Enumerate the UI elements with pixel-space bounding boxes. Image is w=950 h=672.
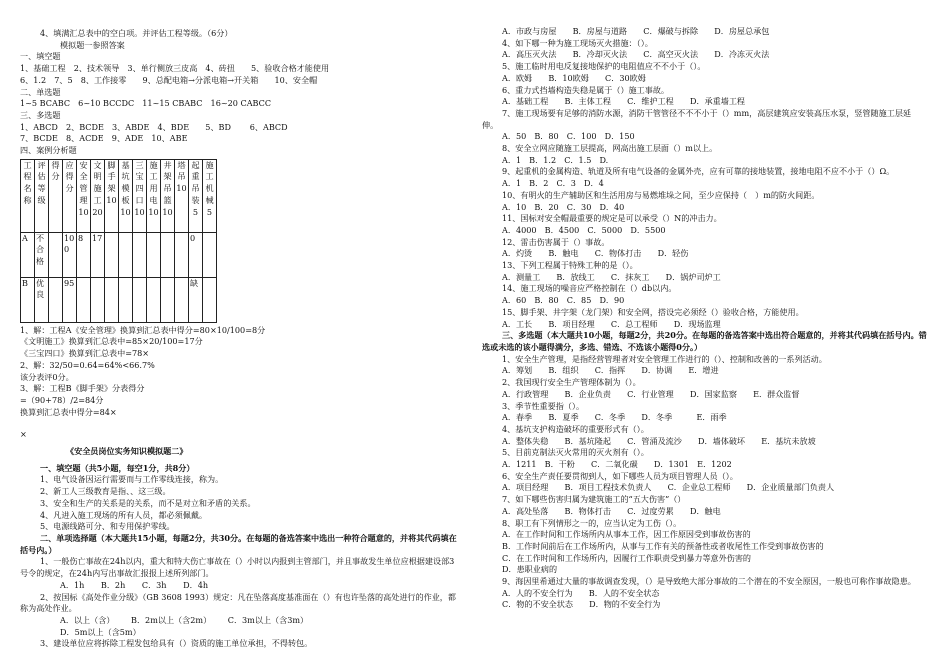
option-row: A．1 B．1.2 C．1.5 D. — [502, 154, 609, 165]
answer-line: 1、基础工程 2、技术领导 3、单行侧放三皮高 4、砖扭 5、验收合格才能使用 — [20, 63, 330, 74]
table-cell — [119, 232, 133, 277]
option-row: A．行政管理 B．企业负责 C．行业管理 D．国家监察 E．群众监督 — [502, 388, 800, 399]
option-row: A．春季 B．夏季 C．冬季 D．冬季 E．雨季 — [502, 412, 727, 423]
table-header: 应得分 — [63, 159, 77, 232]
table-cell — [203, 232, 217, 277]
table-header: 施工用电10 — [147, 159, 161, 232]
question-line: 5、目前克制法灭火常用的灭火剂有（）。 — [502, 447, 649, 458]
table-row — [21, 277, 217, 322]
option-row — [20, 615, 460, 627]
question-line: 3、安全和生产的关系是的关系，而不是对立和矛盾的关系。 — [40, 497, 256, 508]
option-row: A．1 B．2 C．3 D．4 — [502, 178, 604, 189]
answer-line: 7、BCDE 8、ACDE 9、ADE 10、ABE — [20, 133, 188, 144]
option-row: C．在工作时间和工作场所内，因履行工作职责受到暴力等意外伤害的 — [502, 552, 752, 563]
question-line: 1、安全生产管理，是指经营管理者对安全管理工作进行的（）、控制和改善的一系列活动。 — [502, 353, 827, 364]
option-row: A．测量工 B．放线工 C．抹灰工 D．锅炉司炉工 — [502, 271, 721, 282]
section-heading: 二、单选题 — [20, 86, 61, 97]
table-cell — [147, 232, 161, 277]
table-header: 起重吊装5 — [189, 159, 203, 232]
score-table-header-row — [21, 159, 217, 232]
option-row: A．基础工程 B．主体工程 C．维护工程 D．承重墙工程 — [502, 96, 746, 107]
option: A．1h — [60, 579, 85, 590]
option-row: D．5m以上（含5m） — [60, 626, 141, 637]
option-row: A．60 B．80 C．85 D．90 — [502, 295, 625, 306]
table-cell — [175, 232, 189, 277]
question-line: 4、填满汇总表中的空白项。并评估工程等级。（6分） — [40, 28, 233, 38]
table-cell: 不合格 — [35, 232, 49, 277]
table-cell — [119, 277, 133, 322]
option-row: A．高处坠落 B．物体打击 C．过度劳累 D．触电 — [502, 505, 721, 516]
table-header: 安全管理10 — [77, 159, 91, 232]
table-cell — [133, 232, 147, 277]
section-heading: 四、案例分析题 — [20, 145, 77, 156]
question-line: 10、有明火的生产辅助区和生活用房与易燃堆垛之间，至少应保持（ ）m的防火间距。 — [502, 189, 820, 200]
table-header: 塔吊10 — [175, 159, 189, 232]
table-row — [21, 232, 217, 277]
option-row: A．4000 B．4500 C．5000 D．5500 — [502, 224, 666, 235]
solution-line: 3、解：工程B《脚手架》分表得分 — [20, 383, 145, 394]
section-heading: 一、填空题 — [20, 51, 61, 62]
option-row: A．筹划 B．组织 C．指挥 D．协调 E．增进 — [502, 365, 719, 376]
question-line: 3、季节性重要指（）。 — [502, 400, 585, 411]
exam-title: 《安全员岗位实务知识模拟题二》 — [66, 446, 188, 457]
table-cell — [175, 277, 189, 322]
table-cell — [203, 277, 217, 322]
solution-line: 换算到汇总表中得分=84× — [20, 406, 117, 417]
table-cell: 0 — [189, 232, 203, 277]
section-heading: 一、填空题（共5小题，每空1分，共8分） — [40, 462, 195, 473]
table-cell: 优良 — [35, 277, 49, 322]
separator-mark: × — [20, 429, 27, 440]
table-header: 三宝四口10 — [133, 159, 147, 232]
question-line: 5、电源线路可分、和专用保护零线。 — [40, 521, 175, 532]
option-row: A．工长 B．项目经理 C．总工程师 D．现场监理 — [502, 318, 721, 329]
table-cell — [91, 277, 105, 322]
question-line: 13、下列工程属于特殊工种的是（）。 — [502, 260, 638, 271]
question-line: 9、海因里希通过大量的事故调查发现，（）是导致绝大部分事故的二个潜在的不安全原因，一般也可称作事故隐患。 — [502, 576, 916, 587]
question-line: 7、施工现场要有足够的消防水源，消防干管管径不不不小于（）mm，高层建筑应安装高压水泵，竖管随施工层延伸。 — [482, 107, 912, 130]
table-cell — [161, 232, 175, 277]
option-row: B．工作时间前后在工作场所内，从事与工作有关的预备性或者收尾性工作受到事故伤害的 — [502, 540, 824, 551]
option-row: A．整体失稳 B．基坑隆起 C．管涌及流沙 D．墙体破坏 E．基坑未放坡 — [502, 435, 816, 446]
option-row: A．1211 B．干粉 C．二氧化碳 D．1301 E．1202 — [502, 459, 732, 470]
table-header: 工程名称 — [21, 159, 35, 232]
table-cell — [161, 277, 175, 322]
section-heading — [20, 533, 460, 556]
question-line: 4、如下哪一种为施工现场灭火措施：（）。 — [502, 37, 653, 48]
answer-title: 模拟题一参照答案 — [60, 39, 125, 50]
table-cell: B — [21, 277, 35, 322]
table-cell — [133, 277, 147, 322]
question-line: 3、建设单位应将拆除工程发包给具有（）资质的施工单位承担，不得转包。 — [40, 638, 313, 649]
question-line: 2、按国标《高处作业分级》（GB 3608 1993）规定：凡在坠落高度基准面在（）有也许坠落的高处进行的作业，都称为高处作业。 — [20, 591, 456, 614]
question-line: 1、一般伤亡事故在24h以内，重大和特大伤亡事故在（）小时以内报到主管部门，并且事故发生单位应根据建设部3号令的规定，在24h内写出事故汇报报上述所列部门。 — [20, 556, 455, 579]
option-row — [20, 580, 460, 592]
table-cell — [147, 277, 161, 322]
option-row: A．高压灭火法 B．冷却灭火法 C．高空灭火法 D．冷冻灭火法 — [502, 49, 770, 60]
option-row: A．10 B．20 C．30 D．40 — [502, 201, 625, 212]
question-line: 11、国标对安全帽最重要的规定是可以承受（）N的冲击力。 — [502, 213, 722, 224]
option: B．2h — [100, 579, 126, 590]
option-row: A．市政与房屋 B．房屋与道路 C．爆破与拆除 D．房屋总承包 — [502, 26, 770, 36]
left-column — [20, 28, 460, 650]
table-header: 基坑模板10 — [119, 159, 133, 232]
option-row: D．患职业病的 — [502, 564, 558, 575]
question-line: 15、脚手架、井字架（龙门架）和安全网，搭设完必须经（）验收合格，方能使用。 — [502, 306, 804, 317]
table-cell: 100 — [63, 232, 77, 277]
option-row: A．50 B．80 C．100 D．150 — [502, 131, 635, 142]
question-line: 8、安全立网应随施工层提高，网高出施工层面（）m以上。 — [502, 143, 718, 154]
table-header: 施工机械5 — [203, 159, 217, 232]
question-line: 6、安全生产责任要贯彻到人，如下哪些人员为项目管理人员（）。 — [502, 470, 738, 481]
answer-line: 6、1.2 7、5 8、工作接零 9、总配电箱→分派电箱→开关箱 10、安全帽 — [20, 74, 318, 85]
question-line: 1、电气设备因运行需要而与工作零线连接，称为。 — [40, 474, 224, 485]
option-row: A．在工作时间和工作场所内从事本工作，因工作原因受到事故伤害的 — [502, 529, 751, 540]
score-table — [20, 159, 217, 323]
question-line: 4、基坑支护构造破坏的重要形式有（）。 — [502, 423, 649, 434]
question-line: 4、凡进入施工现场的所有人员，都必须佩戴。 — [40, 509, 208, 520]
section-heading: 三、多选题 — [20, 109, 61, 120]
table-header: 评估等级 — [35, 159, 49, 232]
table-header: 脚手架10 — [105, 159, 119, 232]
solution-line: 《文明施工》换算到汇总表中=85×20/100=17分 — [20, 336, 203, 347]
option: B．2m以上（含2m） — [131, 614, 212, 625]
solution-line: 《三宝四口》换算到汇总表中=78× — [20, 348, 150, 359]
question-line: 6、重力式挡墙构造失稳是属于（）施工事故。 — [502, 84, 670, 95]
solution-line: =（90+78）/2=84分 — [20, 394, 104, 405]
option-row: A．项目经理 B．项目工程技术负责人 C．企业总工程师 D．企业质量部门负责人 — [502, 482, 835, 493]
question-line: 2、我国现行安全生产管理体制为（）。 — [502, 377, 641, 388]
table-cell — [105, 277, 119, 322]
table-cell: 缺 — [189, 277, 203, 322]
table-cell — [49, 232, 63, 277]
table-cell: A — [21, 232, 35, 277]
table-cell — [77, 277, 91, 322]
option: A．以上（含） — [60, 614, 115, 625]
section-heading: 三、多选题（本大题共10小题，每题2分，共20分。在每题的备选答案中选出符合题意的，并将其代码填在括号内。错选或未选的该小题得满分，多选、错选、不选该小题得0分。） — [482, 330, 927, 352]
table-cell: 17 — [91, 232, 105, 277]
option-row: A．人的不安全行为 B．人的不安全状态 — [502, 587, 660, 598]
option: C．3h — [141, 579, 167, 590]
question-line: 14、施工现场的噪音应严格控制在（）db以内。 — [502, 283, 677, 294]
table-header: 井架吊篮10 — [161, 159, 175, 232]
question-line: 12、雷击伤害属于（）事故。 — [502, 236, 610, 247]
option: D．4h — [183, 579, 209, 590]
solution-line: 该分表评0分。 — [20, 371, 74, 382]
table-cell — [49, 277, 63, 322]
answer-line: 1~5 BCABC 6~10 BCCDC 11~15 CBABC 16~20 CABCC — [20, 98, 272, 109]
option-row: A．欧姆 B．10欧姆 C．30欧姆 — [502, 72, 646, 83]
table-header: 文明施工20 — [91, 159, 105, 232]
question-line: 7、如下哪些伤害归属为建筑施工的“五大伤害”（） — [502, 494, 686, 505]
question-line: 9、起重机的金属构造、轨道及所有电气设备的金属外壳，应有可靠的接地装置，接地电阻不应不小于（）Ω。 — [502, 166, 895, 177]
table-cell: 95 — [63, 277, 77, 322]
option-row: C．物的不安全状态 D．物的不安全行为 — [502, 599, 661, 610]
question-line: 5、施工临时用电反复接地保护的电阻值应不不小于（）。 — [502, 61, 706, 72]
section-heading-text: 二、单项选择题（本大题共15小题，每题2分，共30分。在每题的备选答案中选出一种符合题意的，并将其代码填在括号内。） — [20, 532, 457, 555]
right-column — [482, 26, 927, 611]
solution-line: 2、解：32/50=0.64=64%<66.7% — [20, 359, 155, 370]
answer-line: 1、ABCD 2、BCDE 3、ABDE 4、BDE 5、BD 6、ABCD — [20, 121, 288, 132]
question-line: 2、新工人三级教育是指、、这三级。 — [40, 486, 171, 497]
table-header: 得分 — [49, 159, 63, 232]
solution-line: 1、解：工程A《安全管理》换算到汇总表中得分=80×10/100=8分 — [20, 324, 266, 335]
question-line: 8、职工有下列情形之一的，应当认定为工伤（）。 — [502, 517, 682, 528]
option-row: A．灼烫 B．触电 C．物体打击 D．轻伤 — [502, 248, 689, 259]
table-cell: 8 — [77, 232, 91, 277]
table-cell — [105, 232, 119, 277]
option: C．3m以上（含3m） — [227, 614, 309, 625]
